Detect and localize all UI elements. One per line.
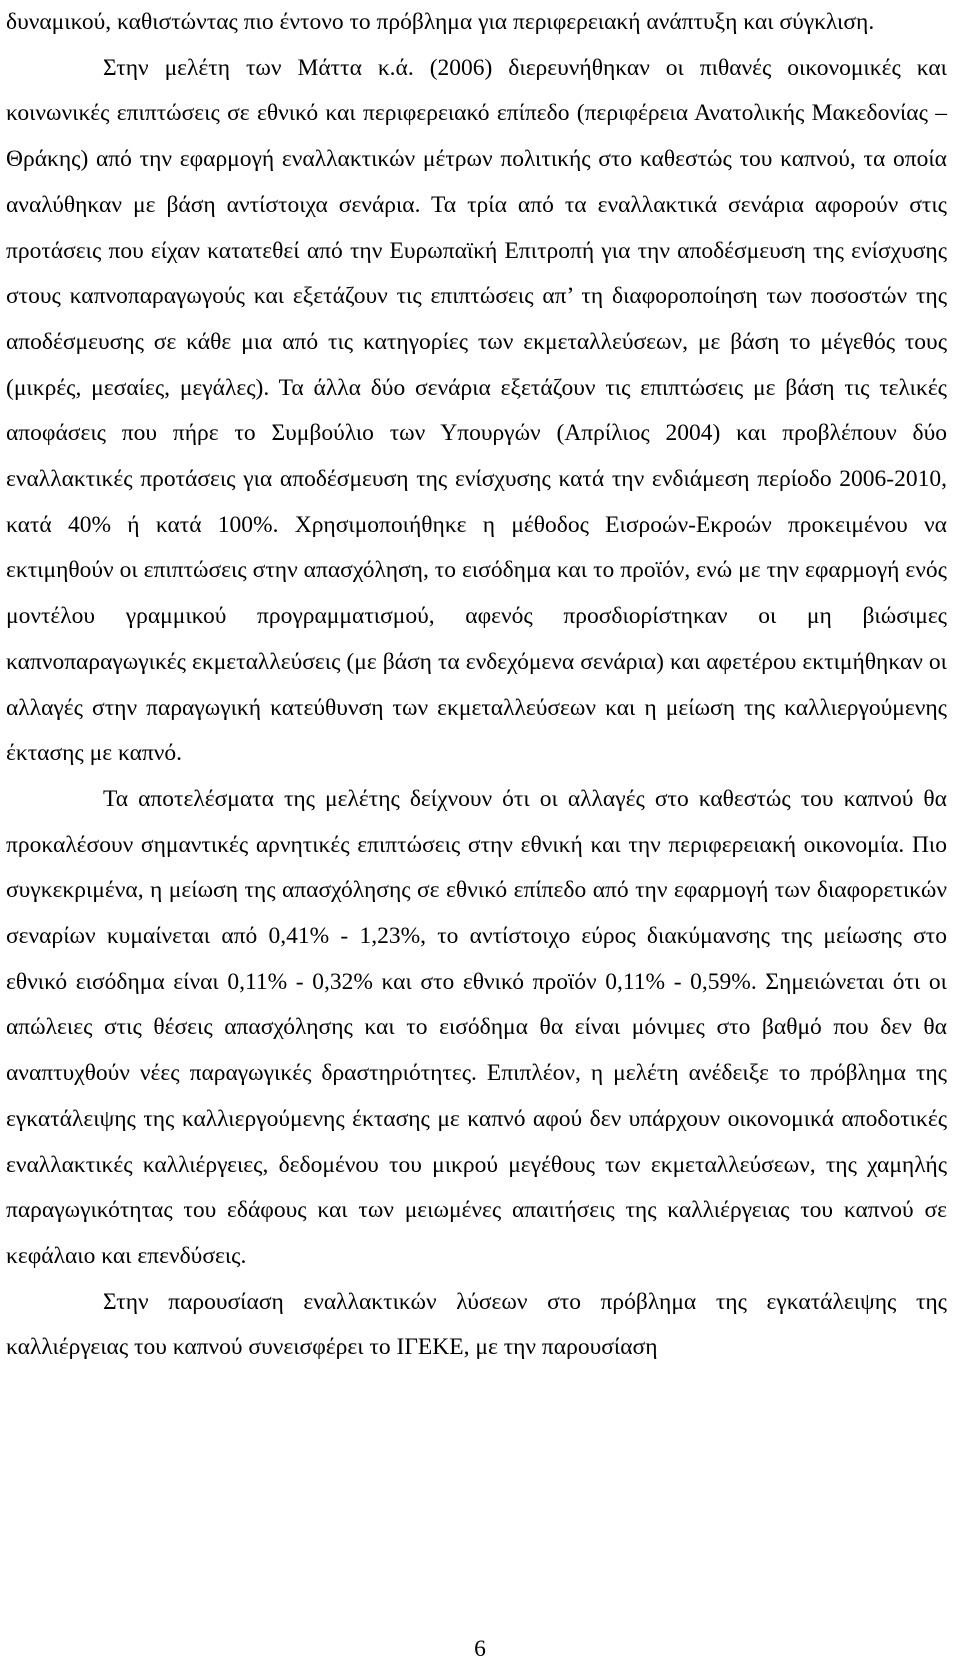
paragraph: Τα αποτελέσματα της μελέτης δείχνουν ότι οι αλλαγές στο καθεστώς του καπνού θα προκαλέσουν σημαντικές αρνητικές επιπτώσεις στην εθνική και την περιφερειακή οικονομία. Πιο συγκεκριμένα, η μείωση της απασχόλησης σε εθνικό επίπεδο από την εφαρμογή των διαφορετικών σεναρίων κυμαίνεται από 0,41% - 1,23%, το αντίστοιχο εύρος διακύμανσης της μείωσης στο εθνικό εισόδημα είναι 0,11% - 0,32% και στο εθνικό προϊόν 0,11% - 0,59%. Σημειώνεται ότι οι απώλειες στις θέσεις απασχόλησης και το εισόδημα θα είναι μόνιμες στο βαθμό που δεν θα αναπτυχθούν νέες παραγωγικές δραστηριότητες. Επιπλέον, η μελέτη ανέδειξε το πρόβλημα της εγκατάλειψης της καλλιεργούμενης έκτασης με καπνό αφού δεν υπάρχουν οικονομικά αποδοτικές εναλλακτικές καλλιέργειες, δεδομένου του μικρού μεγέθους των εκμεταλλεύσεων, της χαμηλής παραγωγικότητας του εδάφους και των μειωμένες απαιτήσεις της καλλιέργειας του καπνού σε κεφάλαιο και επενδύσεις. bbox=[6, 785, 947, 1269]
paragraph: Στην μελέτη των Μάττα κ.ά. (2006) διερευνήθηκαν οι πιθανές οικονομικές και κοινωνικές επιπτώσεις σε εθνικό και περιφερειακό επίπεδο (περιφέρεια Ανατολικής Μακεδονίας – Θράκης) από την εφαρμογή εναλλακτικών μέτρων πολιτικής στο καθεστώς του καπνού, τα οποία αναλύθηκαν με βάση αντίστοιχα σενάρια. Τα τρία από τα εναλλακτικά σενάρια αφορούν στις προτάσεις που είχαν κατατεθεί από την Ευρωπαϊκή Επιτροπή για την αποδέσμευση της ενίσχυσης στους καπνοπαραγωγούς και εξετάζουν τις επιπτώσεις απ’ τη διαφοροποίηση των ποσοστών της αποδέσμευσης σε κάθε μια από τις κατηγορίες των εκμεταλλεύσεων, με βάση το μέγεθός τους (μικρές, μεσαίες, μεγάλες). Τα άλλα δύο σενάρια εξετάζουν τις επιπτώσεις με βάση τις τελικές αποφάσεις που πήρε το Συμβούλιο των Υπουργών (Απρίλιος 2004) και προβλέπουν δύο εναλλακτικές προτάσεις για αποδέσμευση της ενίσχυσης κατά την ενδιάμεση περίοδο 2006-2010, κατά 40% ή κατά 100%. Χρησιμοποιήθηκε η μέθοδος Εισροών-Εκροών προκειμένου να εκτιμηθούν οι επιπτώσεις στην απασχόληση, το εισόδημα και το προϊόν, ενώ με την εφαρμογή ενός μοντέλου γραμμικού προγραμματισμού, αφενός προσδιορίστηκαν οι μη βιώσιμες καπνοπαραγωγικές εκμεταλλεύσεις (με βάση τα ενδεχόμενα σενάρια) και αφετέρου εκτιμήθηκαν οι αλλαγές στην παραγωγική κατεύθυνση των εκμεταλλεύσεων και η μείωση της καλλιεργούμενης έκτασης με καπνό. bbox=[6, 54, 947, 767]
paragraph: δυναμικού, καθιστώντας πιο έντονο το πρόβλημα για περιφερειακή ανάπτυξη και σύγκλιση. bbox=[6, 9, 875, 35]
body-text bbox=[6, 0, 947, 1371]
paragraph: Στην παρουσίαση εναλλακτικών λύσεων στο πρόβλημα της εγκατάλειψης της καλλιέργειας του καπνού συνεισφέρει το ΙΓΕΚΕ, με την παρουσίαση bbox=[6, 1288, 947, 1361]
page-number: 6 bbox=[474, 1636, 486, 1662]
